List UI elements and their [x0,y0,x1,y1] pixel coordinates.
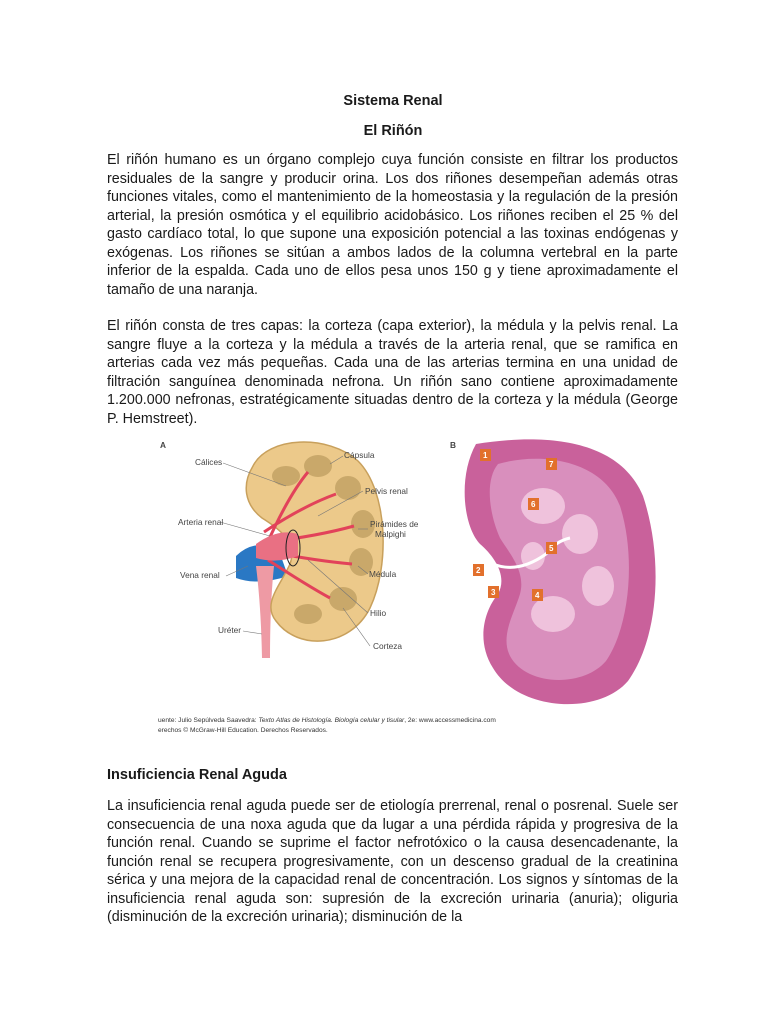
marker-2: 2 [476,566,481,575]
label-calices: Cálices [195,457,223,467]
histology-image [465,439,656,704]
label-pelvis: Pelvis renal [365,486,408,496]
label-arteria: Arteria renal [178,517,224,527]
panel-a-letter: A [160,440,166,450]
label-ureter: Uréter [218,625,242,635]
figure-credit-line-2: erechos © McGraw-Hill Education. Derechos Reservados. [158,727,328,734]
marker-3: 3 [491,588,496,597]
label-piramides-2: Malpighi [375,529,406,539]
figure-credit-line-1 [158,717,496,724]
credit-suffix: , 2e: www.accessmedicina.com [404,717,496,724]
paragraph-intro: El riñón humano es un órgano complejo cuya función consiste en filtrar los productos residuales de la sangre y producir orina. Los dos riñones desempeñan además otras funciones vitales, como el mantenimiento de la homeostasia y la regulación de la presión arterial, la presión osmótica y el equilibrio acidobásico. Los riñones reciben el 25 % del gasto cardíaco total, lo que supone una exposición potencial a las toxinas endógenas y exógenas. Los riñones se sitúan a ambos lados de la columna vertebral en la parte inferior de la espalda. Cada uno de ellos pesa unos 150 g y tiene aproximadamente el tamaño de una naranja. [107,152,678,298]
paragraph-layers: El riñón consta de tres capas: la corteza (capa exterior), la médula y la pelvis renal. La sangre fluye a la corteza y la médula a través de la arteria renal, que se ramifica en arterias cada vez más pequeñas. Cada una de las arterias termina en una unidad de filtración sanguínea denominada nefrona. Un riñón sano contiene aproximadamente 1.200.000 nefronas, estratégicamente situadas dentro de la corteza y la médula (George P. Hemstreet). [107,318,678,427]
label-corteza: Corteza [373,641,403,651]
marker-6: 6 [531,500,536,509]
section-heading: Insuficiencia Renal Aguda [107,767,287,783]
label-piramides-1: Pirámides de [370,519,419,529]
marker-4: 4 [535,591,540,600]
kidney-figure [158,436,680,741]
credit-book-title: Texto Atlas de Histología. Biología celular y tisular [258,717,405,724]
paragraph-aki: La insuficiencia renal aguda puede ser de etiología prerrenal, renal o posrenal. Suele ser consecuencia de una noxa aguda que da lugar a una pérdida rápida y progresiva de la función renal. Cuando se suprime el factor nefrotóxico o la causa desencadenante, la función renal se recupera progresivamente, con un descenso gradual de la creatinina sérica y una mejora de la capacidad renal de concentración. Los signos y síntomas de la insuficiencia renal aguda son: supresión de la excreción urinaria (anuria); oliguria (disminución de la excreción urinaria); disminución de la [107,798,678,925]
label-capsula: Cápsula [344,450,375,460]
kidney-diagram [236,442,383,658]
label-vena: Vena renal [180,570,220,580]
label-medula: Médula [369,569,397,579]
marker-5: 5 [549,544,554,553]
label-hilio: Hilio [370,608,387,618]
kidney-figure-graphic [158,436,680,716]
renal-pelvis-shape [256,532,298,560]
page-title: Sistema Renal [343,93,443,109]
marker-7: 7 [549,460,554,469]
panel-b-letter: B [450,440,456,450]
page-subtitle: El Riñón [363,123,423,139]
credit-prefix: uente: Julio Sepúlveda Saavedra: [158,717,259,724]
marker-1: 1 [483,451,488,460]
